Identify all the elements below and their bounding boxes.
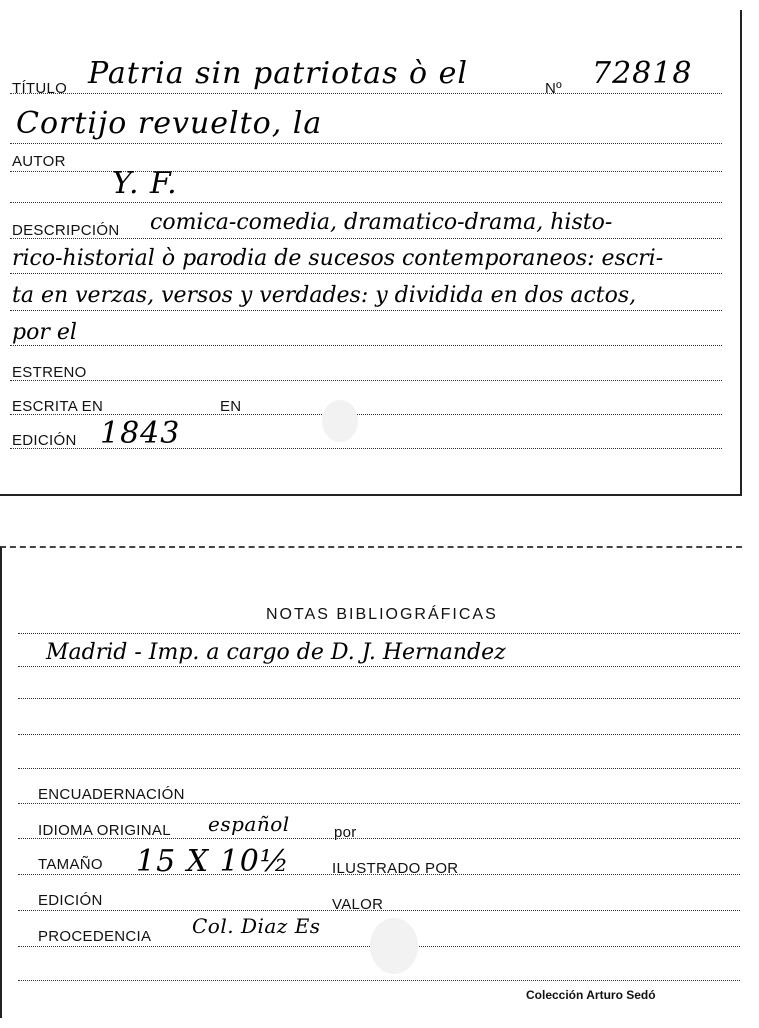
autor-value: Y. F. [112,166,178,201]
notas-line1: Madrid - Imp. a cargo de D. J. Hernandez [46,640,506,665]
tamano-label: TAMAÑO [38,856,103,873]
rule-desc-2 [10,273,722,274]
rule-titulo-2 [10,143,722,144]
rule-encuadernacion [18,803,740,804]
descripcion-line4: por el [12,320,77,345]
autor-label: AUTOR [12,153,66,170]
rule-estreno [10,380,722,381]
encuadernacion-label: ENCUADERNACIÓN [38,786,185,803]
procedencia-label: PROCEDENCIA [38,928,152,945]
escrita-en-label: ESCRITA EN [12,398,104,415]
rule-desc-3 [10,310,722,311]
idioma-label: IDIOMA ORIGINAL [38,822,171,839]
numero-value: 72818 [592,56,693,91]
rule-desc-4 [10,345,722,346]
idioma-value: español [208,812,290,836]
catalog-card-bottom [0,546,742,1018]
descripcion-line2: rico-historial ò parodia de sucesos contemporaneos: escri- [12,246,664,271]
descripcion-label: DESCRIPCIÓN [12,222,120,239]
tamano-value: 15 X 10½ [136,844,290,879]
rule-autor-2 [10,202,722,203]
rule-escrita [10,414,722,415]
numero-label: Nº [545,80,562,97]
rule-notas-5 [18,768,740,769]
rule-titulo [10,93,722,94]
estreno-label: ESTRENO [12,364,87,381]
procedencia-value: Col. Diaz Es [192,914,321,938]
descripcion-line3: ta en verzas, versos y verdades: y dividida en dos actos, [12,283,637,308]
smudge [322,400,358,442]
valor-label: VALOR [332,896,384,913]
ilustrado-label: ILUSTRADO POR [332,860,459,877]
en-label: EN [220,398,242,415]
rule-notas-2 [18,666,740,667]
edicion-value: 1843 [100,416,181,451]
titulo-label: TÍTULO [12,80,68,97]
titulo-value-line1: Patria sin patriotas ò el [88,56,468,91]
titulo-value-line2: Cortijo revuelto, la [16,106,323,141]
rule-notas-4 [18,734,740,735]
smudge [370,918,418,974]
collection-footer: Colección Arturo Sedó [526,988,656,1002]
notas-heading: NOTAS BIBLIOGRÁFICAS [266,606,498,623]
catalog-card-top [0,10,742,496]
edicion-b-label: EDICIÓN [38,892,103,909]
por-label: por [334,824,357,841]
rule-notas-1 [18,633,740,634]
edicion-label: EDICIÓN [12,432,77,449]
descripcion-line1: comica-comedia, dramatico-drama, histo- [150,210,613,235]
rule-bottom [18,980,740,981]
rule-notas-3 [18,698,740,699]
